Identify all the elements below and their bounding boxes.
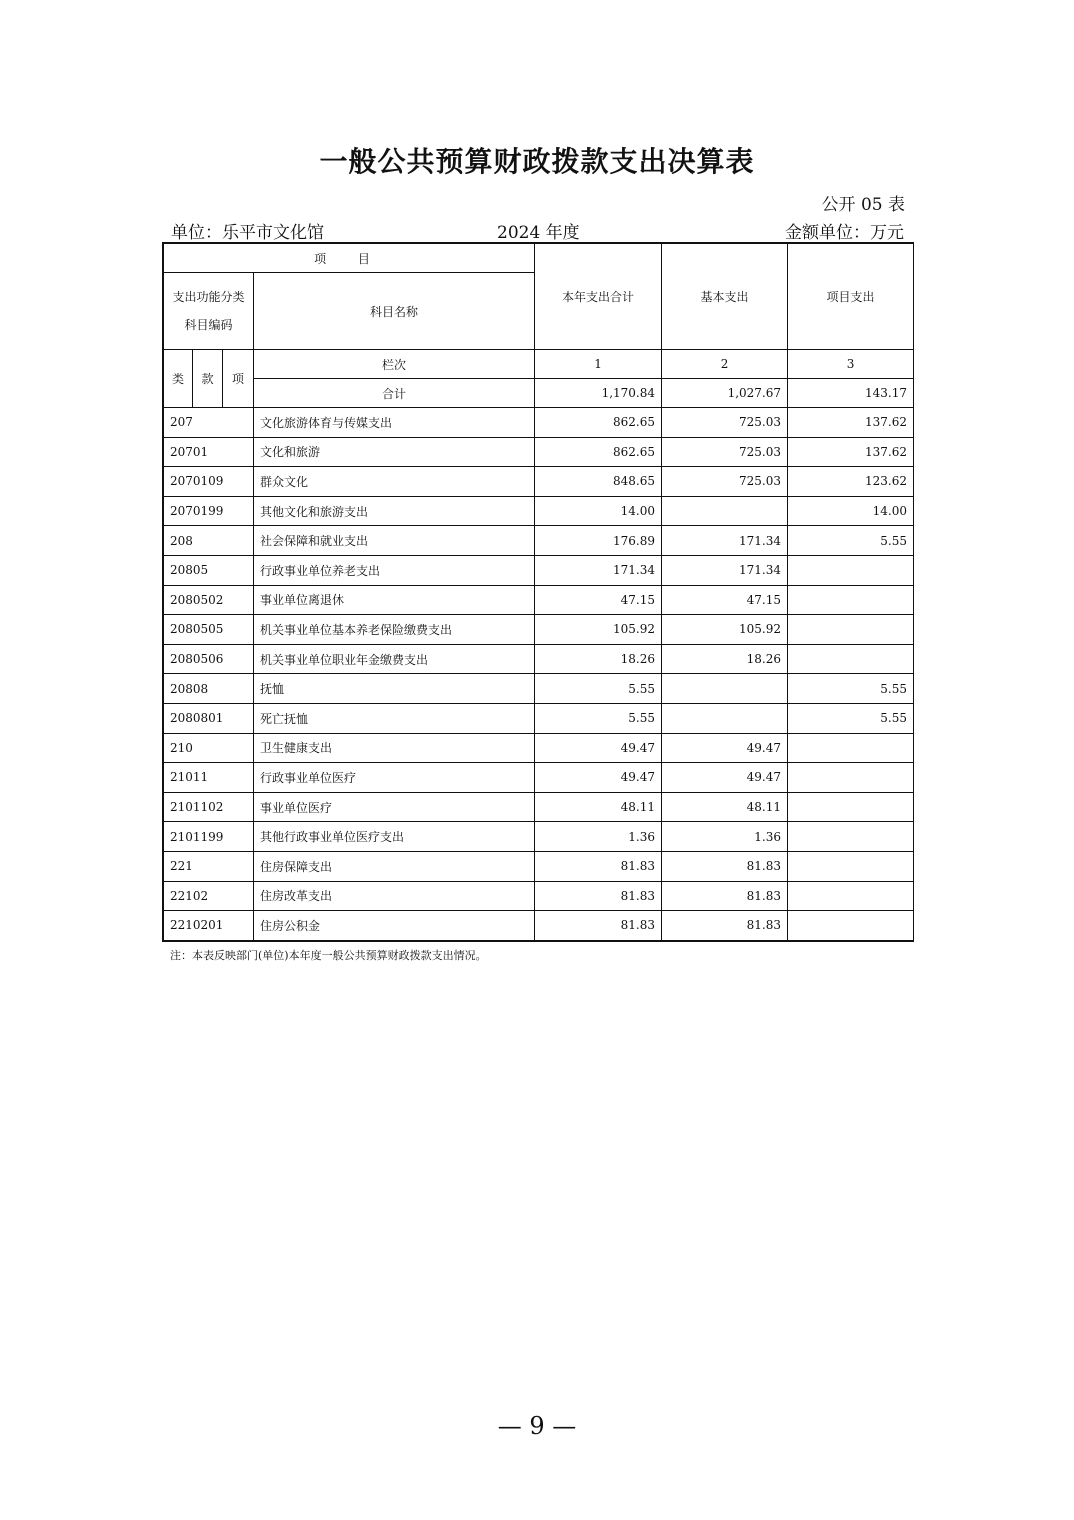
row-code: 2080801 (164, 703, 254, 733)
row-subject-name: 社会保障和就业支出 (254, 526, 535, 556)
header-item: 项 目 (164, 244, 535, 273)
row-project: 5.55 (788, 526, 914, 556)
row-subject-name: 死亡抚恤 (254, 703, 535, 733)
row-total: 5.55 (535, 674, 662, 704)
meta-row (163, 218, 912, 243)
row-code: 20805 (164, 555, 254, 585)
row-total: 176.89 (535, 526, 662, 556)
row-project (788, 644, 914, 674)
row-project: 137.62 (788, 437, 914, 467)
total-basic: 1,027.67 (662, 379, 788, 408)
row-project (788, 585, 914, 615)
row-total: 862.65 (535, 437, 662, 467)
row-basic: 49.47 (662, 763, 788, 793)
row-total: 848.65 (535, 467, 662, 497)
form-number: 公开 05 表 (821, 195, 905, 215)
table-row (164, 408, 914, 438)
row-basic: 49.47 (662, 733, 788, 763)
header-lanci: 栏次 (254, 350, 535, 379)
row-code: 20808 (164, 674, 254, 704)
table-row (164, 467, 914, 497)
expenditure-table (163, 243, 914, 941)
row-total: 14.00 (535, 496, 662, 526)
money-unit-label: 金额单位：万元 (785, 223, 904, 243)
row-subject-name: 文化旅游体育与传媒支出 (254, 408, 535, 438)
row-code: 2080505 (164, 615, 254, 645)
table-row (164, 674, 914, 704)
row-total: 81.83 (535, 851, 662, 881)
row-subject-name: 住房公积金 (254, 911, 535, 941)
row-total: 1.36 (535, 822, 662, 852)
table-row (164, 615, 914, 645)
total-project: 143.17 (788, 379, 914, 408)
row-code: 22102 (164, 881, 254, 911)
row-basic: 81.83 (662, 881, 788, 911)
header-col-total: 本年支出合计 (535, 244, 662, 350)
total-row (164, 379, 914, 408)
row-total: 5.55 (535, 703, 662, 733)
table-row (164, 555, 914, 585)
row-basic: 48.11 (662, 792, 788, 822)
row-code: 2070199 (164, 496, 254, 526)
row-subject-name: 抚恤 (254, 674, 535, 704)
year-label: 2024 年度 (497, 223, 580, 243)
row-project (788, 851, 914, 881)
table-row (164, 792, 914, 822)
row-total: 48.11 (535, 792, 662, 822)
table-row (164, 585, 914, 615)
row-subject-name: 卫生健康支出 (254, 733, 535, 763)
row-total: 105.92 (535, 615, 662, 645)
row-project: 5.55 (788, 703, 914, 733)
table-row (164, 822, 914, 852)
table-row (164, 763, 914, 793)
row-code: 208 (164, 526, 254, 556)
row-subject-name: 其他行政事业单位医疗支出 (254, 822, 535, 852)
row-basic: 1.36 (662, 822, 788, 852)
row-subject-name: 事业单位医疗 (254, 792, 535, 822)
table-row (164, 526, 914, 556)
header-col-basic: 基本支出 (662, 244, 788, 350)
row-project (788, 911, 914, 941)
row-code: 2080502 (164, 585, 254, 615)
row-project (788, 615, 914, 645)
row-project (788, 881, 914, 911)
row-project (788, 822, 914, 852)
row-total: 81.83 (535, 881, 662, 911)
row-basic: 105.92 (662, 615, 788, 645)
row-project: 123.62 (788, 467, 914, 497)
table-row (164, 703, 914, 733)
row-total: 49.47 (535, 763, 662, 793)
header-subject-name: 科目名称 (254, 273, 535, 350)
total-label: 合计 (254, 379, 535, 408)
table-row (164, 496, 914, 526)
row-subject-name: 事业单位离退休 (254, 585, 535, 615)
row-subject-name: 其他文化和旅游支出 (254, 496, 535, 526)
row-total: 862.65 (535, 408, 662, 438)
row-subject-name: 机关事业单位职业年金缴费支出 (254, 644, 535, 674)
row-project: 14.00 (788, 496, 914, 526)
table-row (164, 851, 914, 881)
row-basic (662, 703, 788, 733)
row-project (788, 792, 914, 822)
row-subject-name: 行政事业单位医疗 (254, 763, 535, 793)
row-basic: 18.26 (662, 644, 788, 674)
row-total: 47.15 (535, 585, 662, 615)
lanci-2: 2 (662, 350, 788, 379)
row-basic: 725.03 (662, 408, 788, 438)
row-code: 210 (164, 733, 254, 763)
row-subject-name: 行政事业单位养老支出 (254, 555, 535, 585)
row-basic: 171.34 (662, 526, 788, 556)
header-lei: 类 (164, 350, 193, 408)
row-code: 221 (164, 851, 254, 881)
row-subject-name: 群众文化 (254, 467, 535, 497)
total-sum: 1,170.84 (535, 379, 662, 408)
row-project: 137.62 (788, 408, 914, 438)
row-project: 5.55 (788, 674, 914, 704)
table-row (164, 437, 914, 467)
row-basic (662, 674, 788, 704)
row-code: 20701 (164, 437, 254, 467)
row-code: 2080506 (164, 644, 254, 674)
header-func-class: 支出功能分类 科目编码 (164, 273, 254, 350)
row-basic: 725.03 (662, 467, 788, 497)
row-subject-name: 机关事业单位基本养老保险缴费支出 (254, 615, 535, 645)
row-code: 2101199 (164, 822, 254, 852)
row-project (788, 763, 914, 793)
row-code: 207 (164, 408, 254, 438)
row-subject-name: 住房保障支出 (254, 851, 535, 881)
row-subject-name: 住房改革支出 (254, 881, 535, 911)
row-code: 2070109 (164, 467, 254, 497)
unit-label: 单位：乐平市文化馆 (171, 223, 324, 243)
table-row (164, 881, 914, 911)
row-total: 171.34 (535, 555, 662, 585)
header-kuan: 款 (193, 350, 223, 408)
table-row (164, 733, 914, 763)
row-code: 2101102 (164, 792, 254, 822)
row-basic (662, 496, 788, 526)
page-number: — 9 — (497, 1412, 577, 1440)
page-title: 一般公共预算财政拨款支出决算表 (319, 145, 755, 178)
table-note: 注：本表反映部门(单位)本年度一般公共预算财政拨款支出情况。 (170, 949, 487, 962)
table-row (164, 911, 914, 941)
row-project (788, 733, 914, 763)
row-project (788, 555, 914, 585)
lanci-3: 3 (788, 350, 914, 379)
lanci-1: 1 (535, 350, 662, 379)
row-basic: 81.83 (662, 851, 788, 881)
header-xiang: 项 (223, 350, 254, 408)
row-code: 21011 (164, 763, 254, 793)
row-total: 81.83 (535, 911, 662, 941)
row-total: 18.26 (535, 644, 662, 674)
row-basic: 47.15 (662, 585, 788, 615)
table-row (164, 644, 914, 674)
row-basic: 81.83 (662, 911, 788, 941)
row-code: 2210201 (164, 911, 254, 941)
row-basic: 725.03 (662, 437, 788, 467)
row-subject-name: 文化和旅游 (254, 437, 535, 467)
header-col-project: 项目支出 (788, 244, 914, 350)
row-total: 49.47 (535, 733, 662, 763)
row-basic: 171.34 (662, 555, 788, 585)
